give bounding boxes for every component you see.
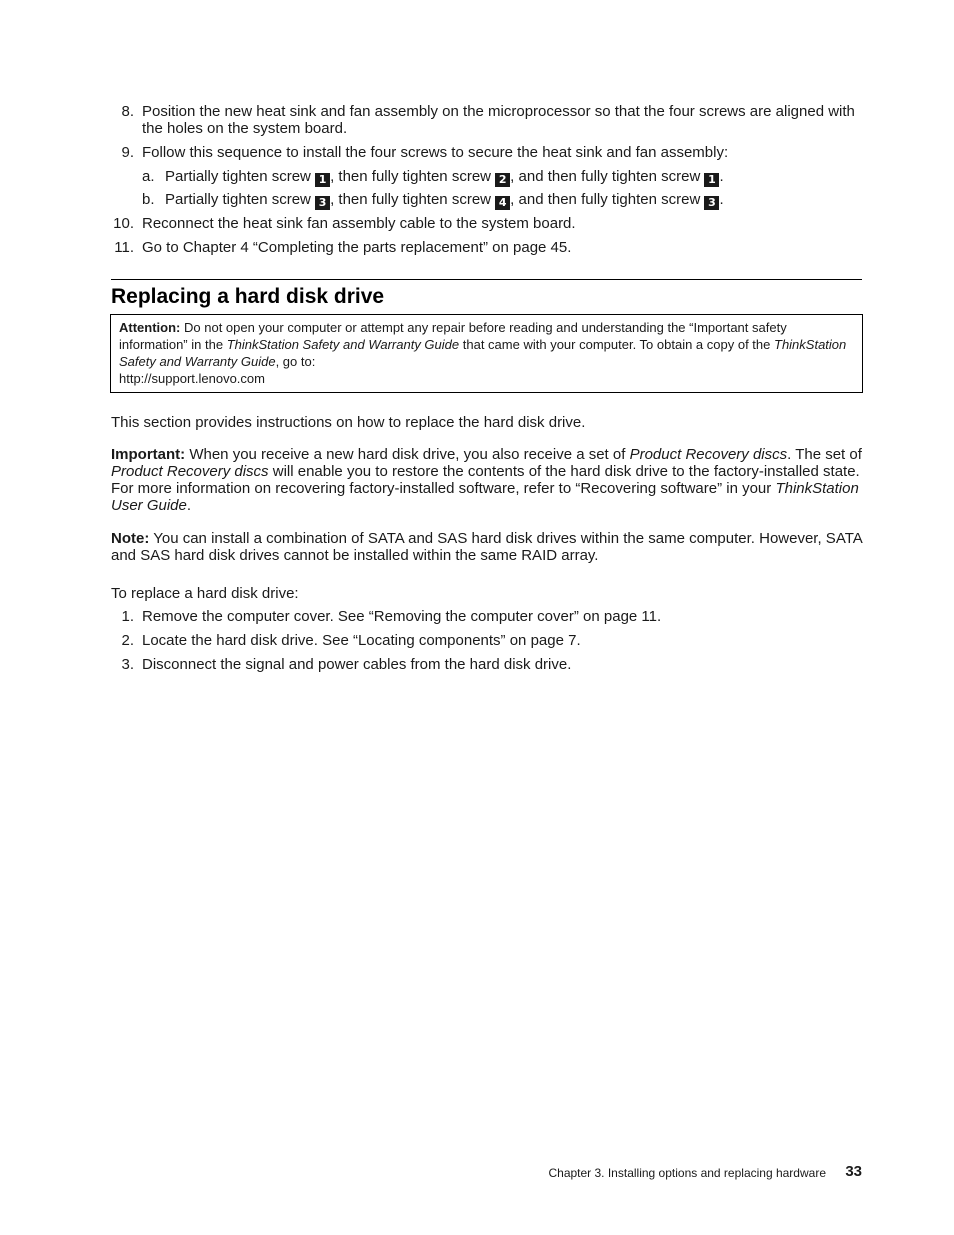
step-text: Follow this sequence to install the four screws to secure the heat sink and fan assembly:: [142, 144, 729, 161]
substep-text: .: [719, 168, 724, 185]
substep-b: [142, 191, 862, 210]
step-3: [111, 656, 861, 673]
step-number: 9.: [121, 144, 134, 161]
step-number: 1.: [121, 608, 134, 625]
substep-text: Partially tighten screw: [165, 191, 311, 208]
support-url-link[interactable]: http://support.lenovo.com: [119, 371, 265, 386]
screw-callout-badge: 3: [315, 196, 330, 210]
step-1: [111, 608, 861, 625]
attention-text: Do not open your computer or attempt any repair before reading and understanding the “Important safety information” in the: [119, 320, 787, 352]
step-text: Locate the hard disk drive. See “Locating components” on page 7.: [142, 632, 581, 649]
important-label: Important:: [111, 446, 186, 463]
attention-box: [110, 314, 863, 393]
procedure-intro: To replace a hard disk drive:: [111, 585, 299, 602]
step-number: 10.: [113, 215, 134, 232]
substep-text: , then fully tighten screw: [330, 191, 491, 208]
page-number: 33: [845, 1163, 862, 1180]
step-text: Position the new heat sink and fan assembly on the microprocessor so that the four screws are aligned with the holes on the system board.: [142, 103, 855, 137]
step-number: 3.: [121, 656, 134, 673]
step-text: Disconnect the signal and power cables from the hard disk drive.: [142, 656, 572, 673]
attention-text: , go to:: [275, 354, 316, 369]
step-8: [111, 103, 861, 137]
substep-text: , then fully tighten screw: [330, 168, 491, 185]
note-text: You can install a combination of SATA and SAS hard disk drives within the same computer. However, SATA and SAS hard disk drives cannot be installed within the same RAID array.: [111, 530, 862, 564]
screw-callout-badge: 2: [495, 173, 510, 187]
note-label: Note:: [111, 530, 150, 547]
substep-text: , and then fully tighten screw: [510, 191, 701, 208]
section-divider: [111, 279, 862, 280]
step-text: Go to Chapter 4 “Completing the parts replacement” on page 45.: [142, 239, 572, 256]
step-text: Reconnect the heat sink fan assembly cable to the system board.: [142, 215, 576, 232]
section-title: Replacing a hard disk drive: [111, 285, 385, 308]
important-text: . The set of: [787, 446, 862, 463]
screw-callout-badge: 3: [704, 196, 719, 210]
step-number: 11.: [114, 239, 134, 256]
screw-callout-badge: 1: [704, 173, 719, 187]
intro-paragraph: This section provides instructions on how to replace the hard disk drive.: [111, 414, 586, 431]
note-paragraph: [111, 530, 863, 564]
important-text: will enable you to restore the contents of the hard disk drive to the factory-installed state. For more information on recovering factory-installed software, refer to “Recovering software” in your: [111, 463, 860, 497]
attention-guide-title: ThinkStation Safety and Warranty Guide: [119, 337, 847, 369]
screw-callout-badge: 4: [495, 196, 510, 210]
important-emphasis: ThinkStation User Guide: [111, 480, 859, 514]
substep-text: Partially tighten screw: [165, 168, 311, 185]
step-2: [111, 632, 861, 649]
step-10: [111, 215, 861, 232]
screw-callout-badge: 1: [315, 173, 330, 187]
important-paragraph: [111, 446, 863, 514]
important-text: When you receive a new hard disk drive, you also receive a set of: [189, 446, 626, 463]
step-text: Remove the computer cover. See “Removing the computer cover” on page 11.: [142, 608, 662, 625]
important-emphasis: Product Recovery discs: [111, 463, 269, 480]
substep-letter: a.: [142, 168, 155, 185]
substep-letter: b.: [142, 191, 155, 208]
step-9: [111, 144, 861, 161]
step-11: [111, 239, 861, 256]
footer-chapter: Chapter 3. Installing options and replacing hardware: [548, 1166, 826, 1180]
attention-guide-title: ThinkStation Safety and Warranty Guide: [226, 337, 460, 352]
important-emphasis: Product Recovery discs: [629, 446, 788, 463]
step-number: 2.: [121, 632, 134, 649]
substep-text: .: [719, 191, 724, 208]
step-number: 8.: [121, 103, 134, 120]
substep-a: [142, 168, 862, 187]
attention-text: that came with your computer. To obtain a copy of the: [462, 337, 771, 352]
substep-text: , and then fully tighten screw: [510, 168, 701, 185]
attention-label: Attention:: [119, 320, 181, 335]
important-text: .: [186, 497, 192, 514]
